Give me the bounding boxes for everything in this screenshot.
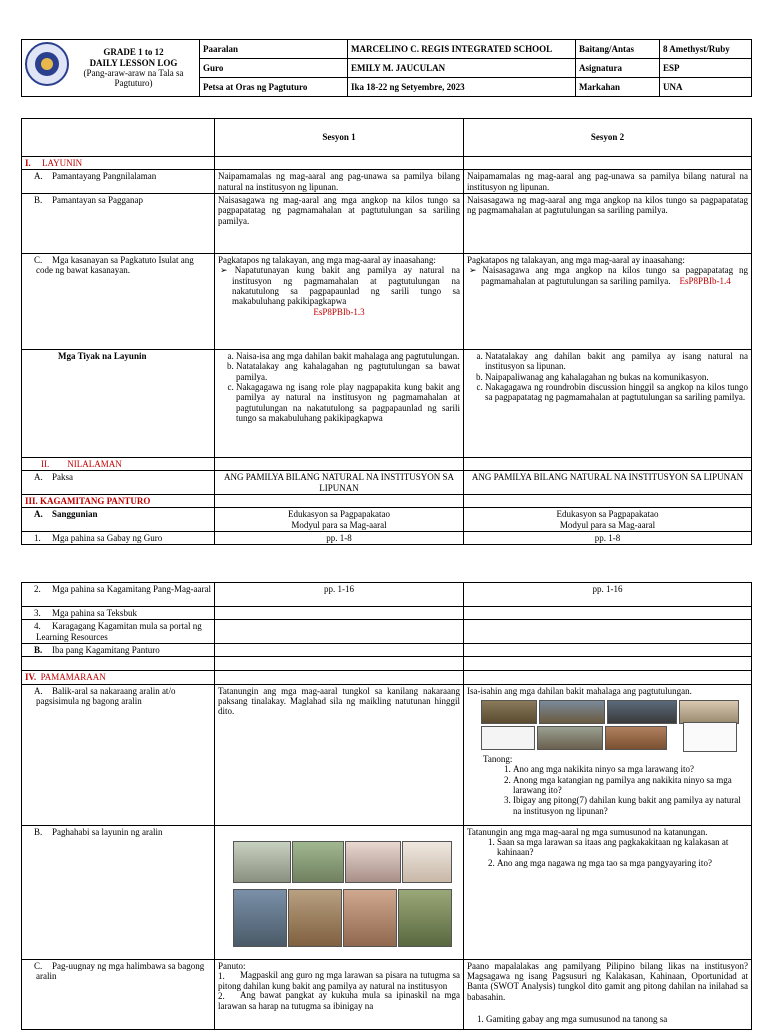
date-value: Ika 18-22 ng Setyembre, 2023 (348, 78, 576, 97)
photo-image (402, 841, 452, 883)
photo-image (679, 700, 739, 724)
competency-label: C. Mga kasanayan sa Pagkatuto Isulat ang code ng bawat kasanayan. (22, 254, 215, 350)
photo-image (537, 726, 603, 750)
session1-header: Sesyon 1 (215, 119, 464, 157)
motivation-label: B. Paghahabi sa layunin ng aralin (22, 825, 215, 959)
review-s2: Isa-isahin ang mga dahilan bakit mahalaga ang pagtutulungan. Tanong: 1. Ano ang mga nakikita ninyo sa mga larawang ito? 2. Anong mga katangian ng pamilya ang nakikita ninyo sa mga larawang ito? 3. Ibigay ang pitong(7) dahilan kung bakit ang pamilya ay natural na institusyon ng lipunan? (464, 684, 752, 825)
performance-standard-s2: Naisasagawa ng mag-aaral ang mga angkop na kilos tungo sa pagpapatatag ng pagmamahalan at pagtutulungan sa sariling pamilya. (464, 194, 752, 254)
competency-code-s2: EsP8PBIb-1.4 (679, 275, 731, 286)
specific-objectives-label: Mga Tiyak na Layunin (22, 350, 215, 458)
photo-image (605, 726, 667, 750)
lr-portal-label: 4. Karagagang Kagamitan mula sa portal ng Learning Resources (22, 620, 215, 644)
date-label: Petsa at Oras ng Pagtuturo (200, 78, 348, 97)
photo-image (292, 841, 344, 883)
review-images (467, 696, 748, 754)
cartoon-image (683, 722, 737, 752)
header-title-cell (22, 40, 200, 97)
school-label: Paaralan (200, 40, 348, 59)
motivation-s2: Tatanungin ang mga mag-aaral ng mga sumusunod na katanungan. 1. Saan sa mga larawan sa itaas ang pagkakakitaan ng kalakasan at kahinaan? 2. Ano ang mga nagawa ng mga tao sa mga pangyayaring ito? (464, 825, 752, 959)
photo-image (345, 841, 401, 883)
lesson-table-part1 (21, 118, 752, 545)
photo-image (288, 889, 342, 947)
linking-s1: Panuto: 1. Magpaskil ang guro ng mga larawan sa pisara na tutugma sa pitong dahilan kung bakit ang pamilya ay natural na institusyon 2. Ang bawat pangkat ay kukuha mula sa ipinaskil na mga larawan sa harap na tutugma sa ibinigay na (215, 959, 464, 1029)
sanggunian-label: A. Sanggunian (22, 508, 215, 532)
review-label: A. Balik-aral sa nakaraang aralin at/o pagsisimula ng bagong aralin (22, 684, 215, 825)
review-s1: Tatanungin ang mga mag-aaral tungkol sa kanilang nakaraang paksang tinalakay. Maglahad sila ng maikling natutunan hinggil dito. (215, 684, 464, 825)
pamamaraan-heading: IV. PAMAMARAAN (22, 671, 215, 684)
sanggunian-s1: Edukasyon sa Pagpapakatao Modyul para sa Mag-aaral (215, 508, 464, 532)
header-table (21, 39, 752, 97)
photo-image (233, 889, 287, 947)
teacher-guide-pages-s1: pp. 1-8 (215, 532, 464, 545)
motivation-s1 (215, 825, 464, 959)
sanggunian-s2: Edukasyon sa Pagpapakatao Modyul para sa Mag-aaral (464, 508, 752, 532)
grade-label: GRADE 1 to 12 (103, 47, 164, 58)
teacher-label: Guro (200, 59, 348, 78)
content-standard-s1: Naipamamalas ng mag-aaral ang pag-unawa sa pamilya bilang natural na institusyon ng lipunan. (215, 170, 464, 194)
content-standard-s2: Naipamamalas ng mag-aaral ang pag-unawa sa pamilya bilang natural na institusyon ng lipunan. (464, 170, 752, 194)
competency-s1: Pagkatapos ng talakayan, ang mga mag-aaral ay inaasahang: ➢ Napatutunayan kung bakit ang pamilya ay natural na institusyon ng pagmamahalan at pagtutulungan na nakatutulong sa pagpapaunlad ng sarili tungo sa makabuluhang pakikipagkapwa EsP8PBIb-1.3 (215, 254, 464, 350)
drawing-image (481, 726, 535, 750)
lesson-table-part2 (21, 582, 752, 1030)
subject-value: ESP (660, 59, 752, 78)
quarter-label: Markahan (576, 78, 660, 97)
photo-image (398, 889, 452, 947)
paksa-s1: ANG PAMILYA BILANG NATURAL NA INSTITUSYON SA LIPUNAN (215, 471, 464, 495)
family-collage (218, 827, 460, 955)
linking-s2: Paano mapalalakas ang pamilyang Pilipino bilang likas na institusyon? Magsagawa ng isang Pagsusuri ng Kalakasan, Kahinaan, Oportunidad at Banta (SWOT Analysis) tungkol dito gamit ang pitong dahilan na inilahad sa babasahin. 1. Gamiting gabay ang mga sumusunod na tanong sa (464, 959, 752, 1029)
photo-image (539, 700, 605, 724)
linking-label: C. Pag-uugnay ng mga halimbawa sa bagong aralin (22, 959, 215, 1029)
photo-image (343, 889, 397, 947)
level-value: 8 Amethyst/Ruby (660, 40, 752, 59)
teacher-value: EMILY M. JAUCULAN (348, 59, 576, 78)
subject-label: Asignatura (576, 59, 660, 78)
level-label: Baitang/Antas (576, 40, 660, 59)
specific-objectives-s1: a. Naisa-isa ang mga dahilan bakit mahalaga ang pagtutulungan. b. Natatalakay ang kahalagahan ng pagtutulungan sa bawat pamilya. c. Nakagagawa ng isang role play nagpapakita kung bakit ang pamilya ay natural na institusyon ng pagmamahalan at pagtutulungan na nakatutulong sa pagpapaunlad ng sarili tungo sa makabuluhang pakikipagkapwa (215, 350, 464, 458)
photo-image (233, 841, 291, 883)
performance-standard-s1: Naisasagawa ng mag-aaral ang mga angkop na kilos tungo sa pagpapatatag ng pagmamahalan at pagtutulungan sa sariling pamilya. (215, 194, 464, 254)
learner-material-pages-s2: pp. 1-16 (464, 583, 752, 607)
other-materials-label: B. Iba pang Kagamitang Panturo (22, 644, 215, 657)
paksa-label: A. Paksa (22, 471, 215, 495)
learner-material-pages-s1: pp. 1-16 (215, 583, 464, 607)
specific-objectives-s2: a. Natatalakay ang dahilan bakit ang pamilya ay isang natural na institusyon sa lipunan. b. Naipapaliwanag ang kahalagahan ng bukas na komunikasyon. c. Nakagagawa ng roundrobin discussion hinggil sa angkop na kilos tungo sa pagpapatatag ng pagmamahalan at pagtutulungan sa sariling pamilya. (464, 350, 752, 458)
quarter-value: UNA (660, 78, 752, 97)
school-value: MARCELINO C. REGIS INTEGRATED SCHOOL (348, 40, 576, 59)
teacher-guide-pages-label: 1. Mga pahina sa Gabay ng Guro (22, 532, 215, 545)
session2-header: Sesyon 2 (464, 119, 752, 157)
log-subtitle: (Pang-araw-araw na Tala sa Pagtuturo) (83, 68, 184, 89)
learner-material-pages-label: 2. Mga pahina sa Kagamitang Pang-Mag-aaral (22, 583, 215, 607)
log-title: DAILY LESSON LOG (89, 57, 178, 68)
paksa-s2: ANG PAMILYA BILANG NATURAL NA INSTITUSYON SA LIPUNAN (464, 471, 752, 495)
layunin-heading: I. LAYUNIN (22, 157, 215, 170)
performance-standard-label: B. Pamantayan sa Pagganap (22, 194, 215, 254)
competency-code-s1: EsP8PBIb-1.3 (313, 306, 365, 317)
content-standard-label: A. Pamantayang Pangnilalaman (22, 170, 215, 194)
photo-image (481, 700, 537, 724)
nilalaman-heading: II. NILALAMAN (22, 458, 215, 471)
competency-s2: Pagkatapos ng talakayan, ang mga mag-aaral ay inaasahang: ➢ Naisasagawa ang mga angkop na kilos tungo sa pagpapatatag ng pagmamahalan at pagtutulungan sa sariling pamilya. EsP8PBIb-1.4 (464, 254, 752, 350)
kagamitan-heading: III. KAGAMITANG PANTURO (22, 495, 215, 508)
teacher-guide-pages-s2: pp. 1-8 (464, 532, 752, 545)
textbook-pages-label: 3. Mga pahina sa Teksbuk (22, 607, 215, 620)
photo-image (607, 700, 677, 724)
deped-seal-icon (25, 42, 69, 86)
